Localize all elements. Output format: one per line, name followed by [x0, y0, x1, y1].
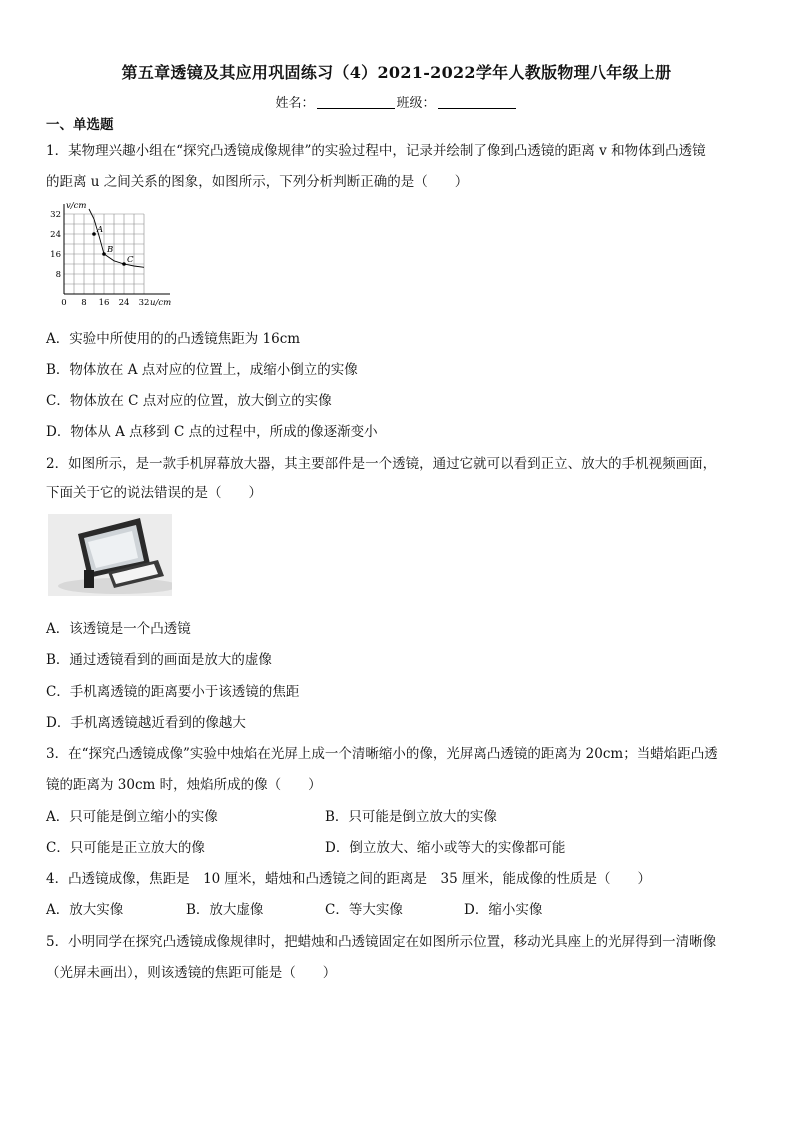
x-tick-label: 32 [138, 298, 150, 308]
q4-option-c: C．等大实像 [325, 902, 403, 918]
q3-option-c: C．只可能是正立放大的像 [46, 840, 205, 856]
q2-option-b: B．通过透镜看到的画面是放大的虚像 [46, 652, 272, 668]
q3-stem-line2: 镜的距离为 30cm 时，烛焰所成的像（ ） [46, 777, 322, 793]
page-title: 第五章透镜及其应用巩固练习（4）2021-2022学年人教版物理八年级上册 [121, 63, 672, 82]
q3-stem-line1: 3．在“探究凸透镜成像”实验中烛焰在光屏上成一个清晰缩小的像，光屏离凸透镜的距离为 20cm；当蜡焰距凸透 [46, 746, 718, 762]
q3-option-b: B．只可能是倒立放大的实像 [325, 809, 497, 825]
q5-stem-line1: 5．小明同学在探究凸透镜成像规律时，把蜡烛和凸透镜固定在如图所示位置，移动光具座上的光屏得到一清晰像 [46, 934, 717, 950]
y-tick-label: 24 [50, 230, 61, 240]
point-label-c: C [127, 255, 134, 265]
q2-option-c: C．手机离透镜的距离要小于该透镜的焦距 [46, 684, 300, 700]
graph-curve [89, 209, 144, 267]
name-class-line [0, 92, 793, 111]
point-a [92, 232, 96, 236]
q1-option-a: A．实验中所使用的的凸透镜焦距为 16cm [46, 331, 301, 347]
q1-stem-line1: 1．某物理兴趣小组在“探究凸透镜成像规律”的实验过程中，记录并绘制了像到凸透镜的距离 v 和物体到凸透镜 [46, 143, 706, 159]
q1-option-b: B．物体放在 A 点对应的位置上，成缩小倒立的实像 [46, 362, 358, 378]
point-label-b: B [107, 245, 114, 255]
q3-option-d: D．倒立放大、缩小或等大的实像都可能 [325, 840, 566, 856]
origin-label: 0 [61, 298, 67, 308]
point-c [122, 262, 126, 266]
y-tick-label: 16 [50, 250, 61, 260]
point-b [102, 252, 106, 256]
q2-option-d: D．手机离透镜越近看到的像越大 [46, 715, 246, 731]
y-axis-label: v/cm [66, 201, 87, 211]
q4-option-d: D．缩小实像 [464, 902, 543, 918]
y-tick-label: 8 [55, 270, 61, 280]
q2-stem-line2: 下面关于它的说法错误的是（ ） [46, 485, 262, 501]
v-u-graph [44, 200, 174, 310]
point-label-a: A [97, 225, 104, 235]
y-tick-label: 32 [50, 210, 61, 220]
q4-option-a: A．放大实像 [46, 902, 124, 918]
x-tick-label: 16 [98, 298, 110, 308]
q2-option-a: A．该透镜是一个凸透镜 [46, 621, 191, 637]
section-heading: 一、单选题 [46, 117, 114, 133]
screen-magnifier-photo [48, 514, 172, 596]
q5-stem-line2: （光屏未画出），则该透镜的焦距可能是（ ） [46, 965, 337, 981]
name-label: 姓名： [275, 96, 315, 111]
q1-stem-line2: 的距离 u 之间关系的图象，如图所示，下列分析判断正确的是（ ） [46, 174, 469, 190]
x-tick-label: 8 [81, 298, 87, 308]
class-label: 班级： [396, 96, 436, 111]
q4-option-b: B．放大虚像 [186, 902, 264, 918]
q3-option-a: A．只可能是倒立缩小的实像 [46, 809, 218, 825]
name-blank [317, 96, 395, 109]
v-u-curve [89, 209, 144, 267]
x-tick-label: 24 [118, 298, 130, 308]
q4-stem: 4．凸透镜成像，焦距是 10 厘米，蜡烛和凸透镜之间的距离是 35 厘米，能成像的性质是（ ） [46, 871, 652, 887]
graph-axes [64, 204, 170, 294]
q1-option-c: C．物体放在 C 点对应的位置，放大倒立的实像 [46, 393, 332, 409]
q1-option-d: D．物体从 A 点移到 C 点的过程中，所成的像逐渐变小 [46, 424, 378, 440]
x-axis-label: u/cm [150, 298, 172, 308]
class-blank [438, 96, 516, 109]
q2-stem-line1: 2．如图所示，是一款手机屏幕放大器，其主要部件是一个透镜，通过它就可以看到正立、放大的手机视频画面， [46, 456, 717, 472]
